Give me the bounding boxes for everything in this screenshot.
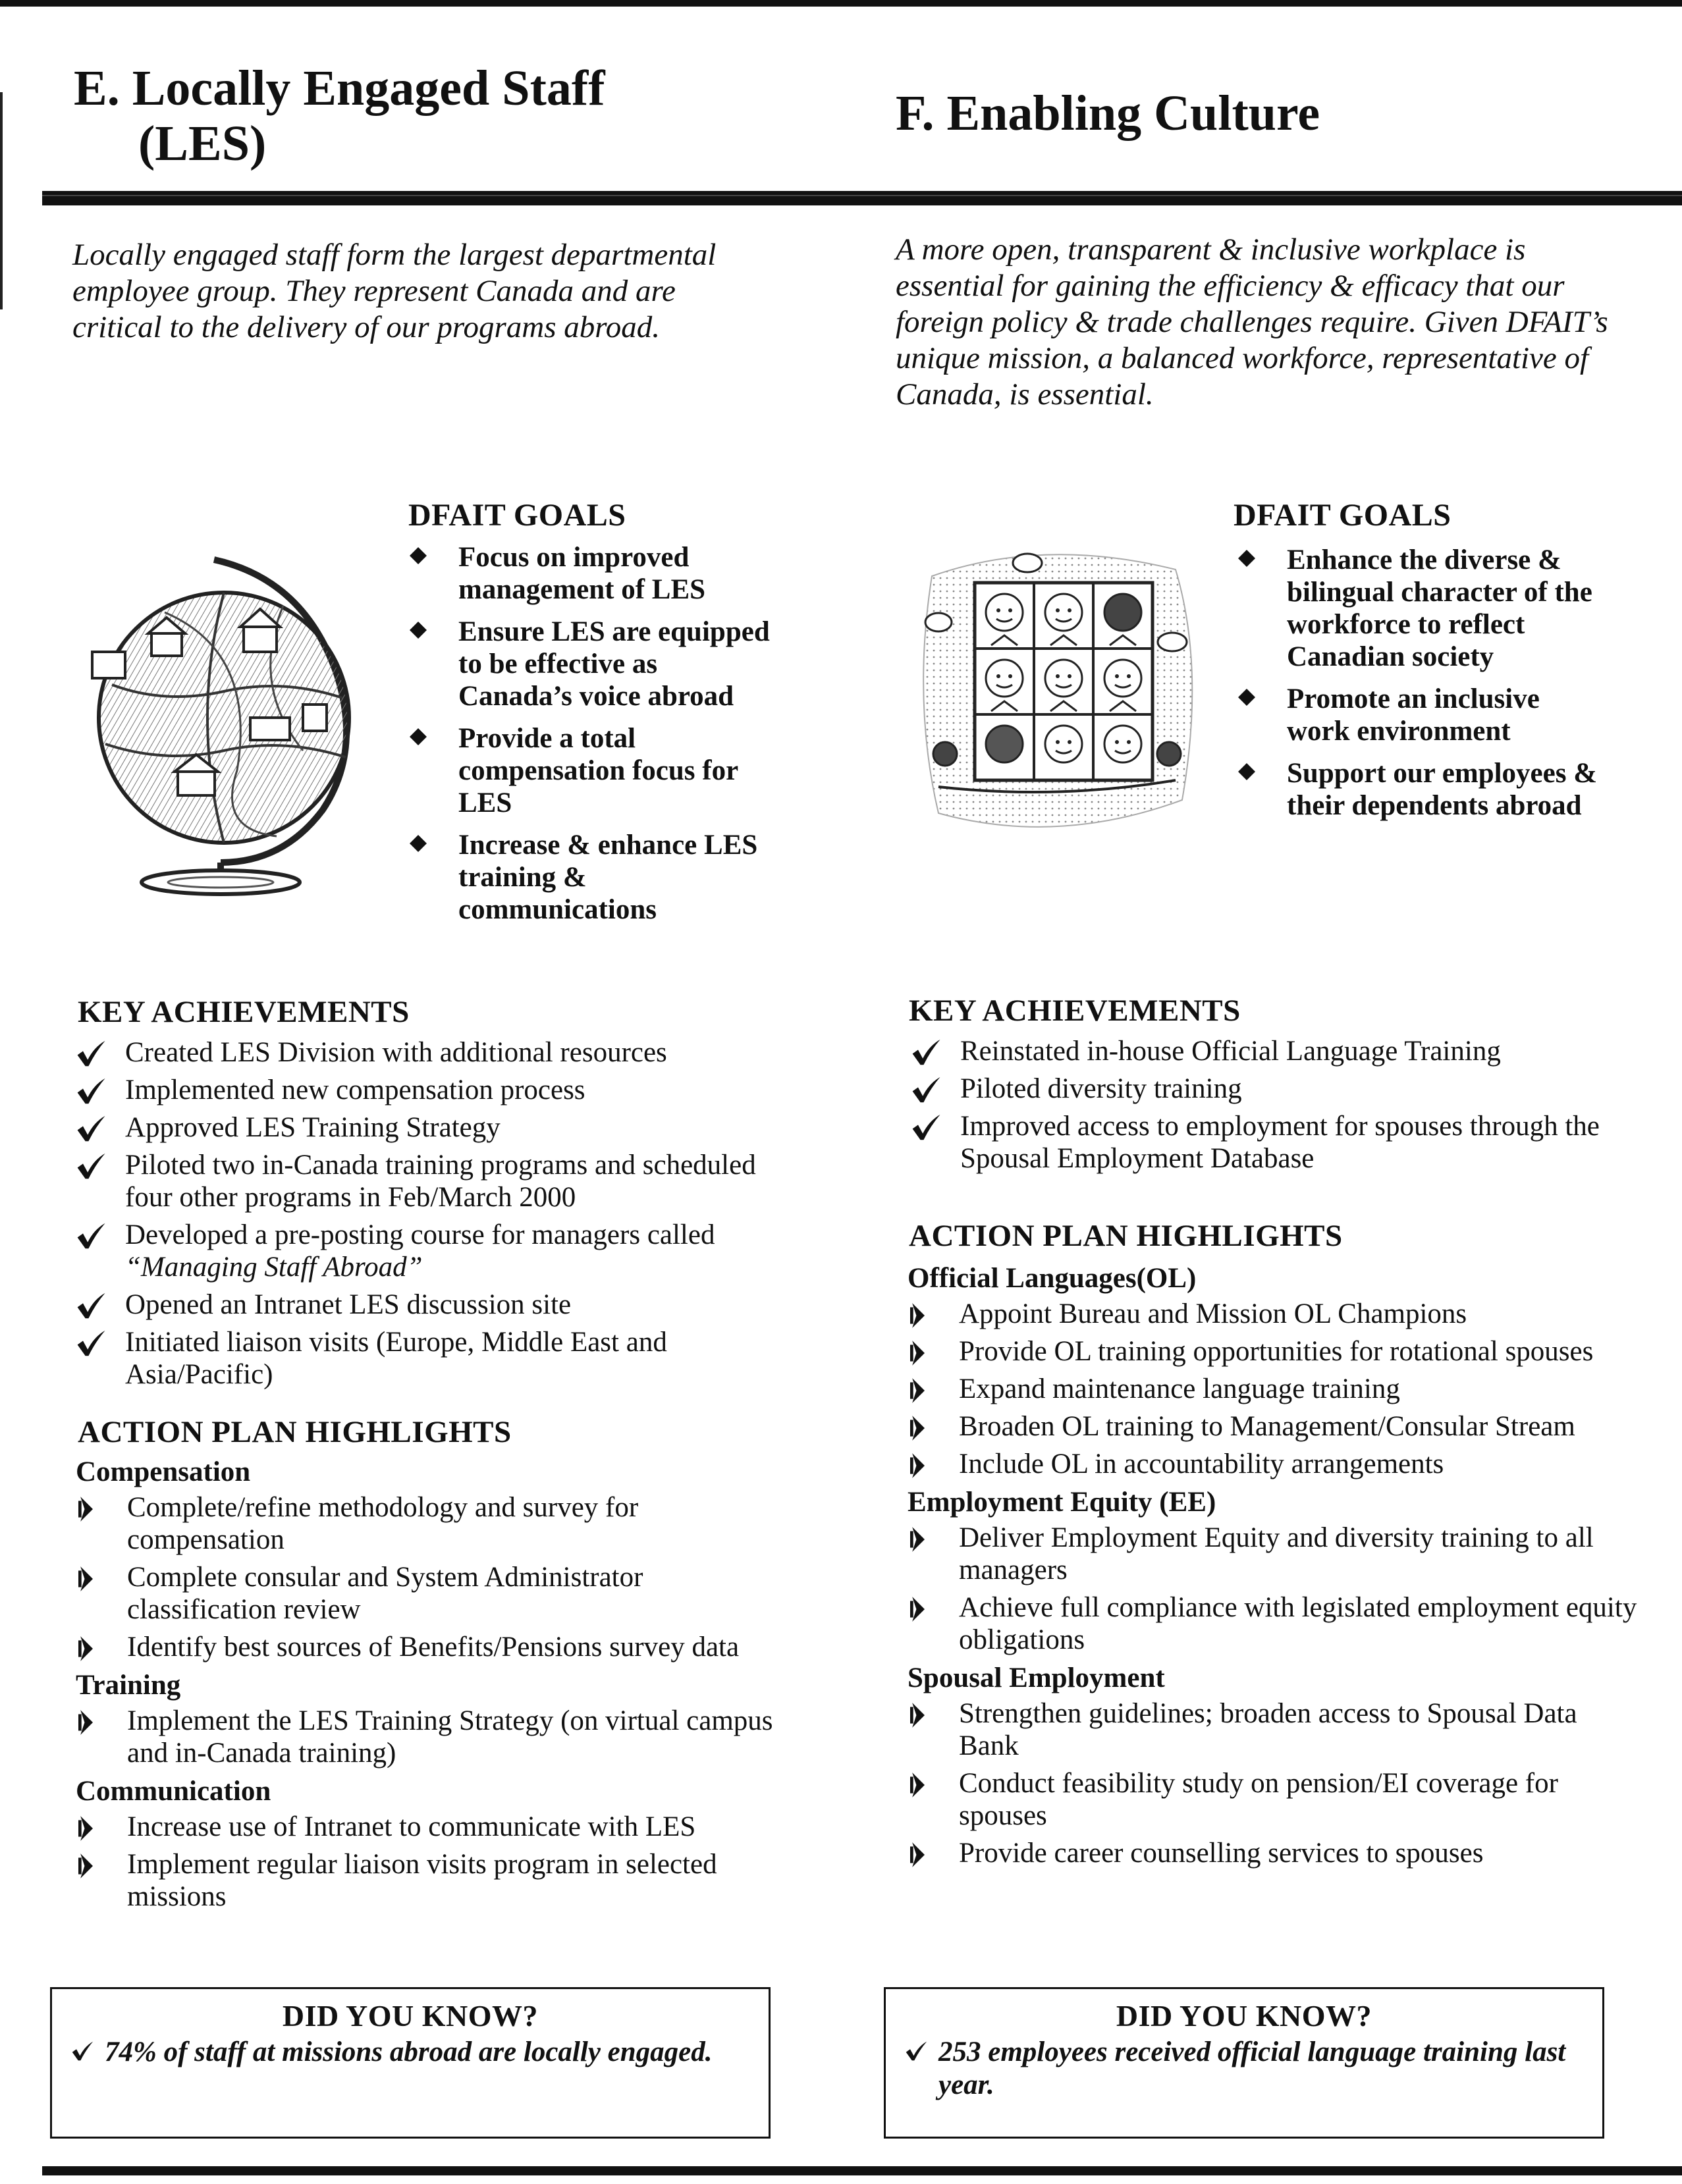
arrow-bullet-icon [910,1341,925,1366]
section-e-goals-list [408,541,777,936]
goal-item [1237,757,1606,822]
action-item [908,1522,1639,1586]
arrow-bullet-icon [910,1303,925,1328]
achievement-item [72,1074,784,1106]
action-group-list [908,1697,1639,1869]
achievement-text: Approved LES Training Strategy [125,1112,501,1143]
achievement-item [908,1110,1632,1175]
achievement-text: Reinstated in-house Official Language Training [960,1036,1501,1067]
goal-item [1237,683,1606,747]
action-group-title: Employment Equity (EE) [908,1487,1216,1518]
did-you-know-item [52,2036,769,2069]
action-text: Complete consular and System Administrator classification review [127,1562,643,1625]
action-text: Expand maintenance language training [959,1373,1400,1404]
arrow-bullet-icon [78,1816,93,1841]
action-group-list [908,1298,1639,1480]
achievement-item [72,1289,784,1321]
diamond-bullet-icon [410,728,427,745]
action-item [908,1410,1639,1443]
checkmark-icon [75,1039,107,1068]
action-group-title: Spousal Employment [908,1663,1165,1693]
diamond-bullet-icon [410,547,427,564]
action-item [76,1811,787,1843]
goal-text: Enhance the diverse & bilingual character of the workforce to reflect Canadian society [1287,545,1592,672]
checkmark-icon [910,1038,942,1067]
arrow-bullet-icon [910,1842,925,1867]
action-item [76,1848,787,1913]
action-item [908,1837,1639,1869]
arrow-bullet-icon [910,1416,925,1441]
achievement-item [72,1111,784,1144]
checkmark-icon [75,1114,107,1143]
action-text: Implement the LES Training Strategy (on virtual campus and in-Canada training) [127,1705,773,1769]
achievement-text: Piloted diversity training [960,1073,1242,1104]
section-e-title-line1: E. Locally Engaged Staff [74,61,605,116]
section-e-achievements-heading: KEY ACHIEVEMENTS [78,995,410,1029]
did-you-know-item [886,2036,1602,2102]
globe-icon [86,553,395,902]
goal-text: Ensure LES are equipped to be effective as Canada’s voice abroad [458,616,770,712]
goal-item [408,829,777,926]
diamond-bullet-icon [1238,763,1255,780]
action-group-list [76,1811,787,1913]
goal-item [408,541,777,606]
course-name: “Managing Staff Abroad” [125,1252,423,1283]
did-you-know-text: 74% of staff at missions abroad are locally engaged. [105,2037,713,2067]
arrow-bullet-icon [78,1853,93,1878]
achievement-item [72,1149,784,1213]
did-you-know-heading: DID YOU KNOW? [282,1999,539,2033]
diamond-bullet-icon [410,622,427,639]
margin-mark [0,92,3,309]
action-text: Conduct feasibility study on pension/EI coverage for spouses [959,1768,1558,1831]
action-group-list [76,1705,787,1769]
arrow-bullet-icon [910,1527,925,1552]
action-group-title: Official Languages(OL) [908,1263,1197,1294]
arrow-bullet-icon [910,1772,925,1798]
diamond-bullet-icon [410,835,427,852]
achievement-text: Created LES Division with additional resources [125,1037,667,1068]
achievement-text: Piloted two in-Canada training programs and scheduled four other programs in Feb/March 2000 [125,1150,756,1213]
action-text: Include OL in accountability arrangements [959,1449,1444,1479]
action-item [908,1697,1639,1762]
checkmark-icon [75,1291,107,1320]
action-item [76,1491,787,1556]
arrow-bullet-icon [910,1378,925,1403]
goal-text: Increase & enhance LES training & communications [458,830,758,925]
action-text: Provide OL training opportunities for rotational spouses [959,1336,1594,1367]
section-f-achievements-heading: KEY ACHIEVEMENTS [909,994,1241,1028]
action-item [908,1298,1639,1330]
action-item [908,1767,1639,1832]
arrow-bullet-icon [78,1636,93,1661]
action-item [76,1705,787,1769]
arrow-bullet-icon [910,1453,925,1478]
section-f-intro: A more open, transparent & inclusive workplace is essential for gaining the efficiency & efficacy that our foreign policy & trade challenges require. Given DFAIT’s unique mission, a balanced workforce, representative of Canada, is essential. [896,232,1608,412]
section-e-achievements-list [72,1036,784,1396]
checkmark-icon [75,1077,107,1105]
section-e-title-line2: (LES) [138,116,267,171]
checkmark-icon [910,1075,942,1104]
arrow-bullet-icon [78,1566,93,1591]
section-f-did-you-know [884,1987,1604,2139]
action-group-list [76,1491,787,1663]
action-item [76,1561,787,1626]
achievement-text: Opened an Intranet LES discussion site [125,1289,572,1320]
achievement-item [908,1035,1632,1067]
action-item [908,1373,1639,1405]
section-e-title [74,61,605,171]
achievement-text: Developed a pre-posting course for managers called [125,1219,715,1250]
achievement-text: Improved access to employment for spouses through the Spousal Employment Database [960,1111,1600,1174]
achievement-item [72,1036,784,1069]
goal-item [1237,544,1606,673]
achievement-item [908,1073,1632,1105]
checkmark-icon [910,1113,942,1142]
goal-item [408,722,777,819]
section-e-goals-heading: DFAIT GOALS [408,498,626,533]
diamond-bullet-icon [1238,689,1255,706]
section-f-action-heading: ACTION PLAN HIGHLIGHTS [909,1219,1343,1253]
diverse-faces-icon [912,537,1202,853]
section-f-goals-list [1237,544,1606,832]
action-text: Appoint Bureau and Mission OL Champions [959,1298,1467,1329]
did-you-know-heading: DID YOU KNOW? [1116,1999,1372,2033]
action-item [76,1631,787,1663]
goal-text: Support our employees & their dependents abroad [1287,758,1598,821]
action-item [908,1448,1639,1480]
section-f-title: F. Enabling Culture [896,86,1320,141]
action-text: Increase use of Intranet to communicate with LES [127,1811,696,1842]
action-text: Provide career counselling services to spouses [959,1838,1484,1869]
action-item [908,1335,1639,1368]
checkmark-icon [75,1152,107,1181]
section-e-action-heading: ACTION PLAN HIGHLIGHTS [78,1415,512,1449]
section-f-action-plan [908,1262,1639,1875]
action-text: Complete/refine methodology and survey for compensation [127,1492,639,1555]
action-group-title: Communication [76,1776,271,1807]
checkmark-icon [70,2040,94,2062]
checkmark-icon [75,1221,107,1250]
achievement-text: Implemented new compensation process [125,1075,585,1105]
section-f-goals-heading: DFAIT GOALS [1234,498,1451,533]
action-group-title: Training [76,1670,181,1701]
action-text: Deliver Employment Equity and diversity training to all managers [959,1522,1594,1585]
action-text: Achieve full compliance with legislated employment equity obligations [959,1592,1637,1655]
action-text: Implement regular liaison visits program in selected missions [127,1849,717,1912]
arrow-bullet-icon [910,1597,925,1622]
action-item [908,1591,1639,1656]
did-you-know-text: 253 employees received official language training last year. [938,2037,1566,2100]
checkmark-icon [75,1329,107,1358]
diamond-bullet-icon [1238,550,1255,567]
achievement-text: Initiated liaison visits (Europe, Middle East and Asia/Pacific) [125,1327,667,1390]
section-f-achievements-list [908,1035,1632,1180]
footer-rule [42,2166,1682,2175]
action-text: Broaden OL training to Management/Consular Stream [959,1411,1575,1442]
action-text: Strengthen guidelines; broaden access to Spousal Data Bank [959,1698,1577,1761]
section-e-did-you-know [50,1987,771,2139]
arrow-bullet-icon [78,1497,93,1522]
section-e-intro: Locally engaged staff form the largest departmental employee group. They represent Canada and are critical to the delivery of our programs abroad. [72,238,717,344]
checkmark-icon [904,2040,928,2062]
arrow-bullet-icon [910,1703,925,1728]
action-group-title: Compensation [76,1456,251,1487]
header-rule [42,191,1682,205]
achievement-item [72,1326,784,1391]
action-group-list [908,1522,1639,1656]
goal-text: Focus on improved management of LES [458,542,706,605]
goal-text: Promote an inclusive work environment [1287,683,1540,747]
goal-item [408,616,777,712]
top-rule [0,0,1682,7]
goal-text: Provide a total compensation focus for LES [458,723,738,818]
action-text: Identify best sources of Benefits/Pensions survey data [127,1632,740,1663]
arrow-bullet-icon [78,1710,93,1735]
achievement-item [72,1219,784,1283]
section-e-action-plan [76,1455,787,1918]
